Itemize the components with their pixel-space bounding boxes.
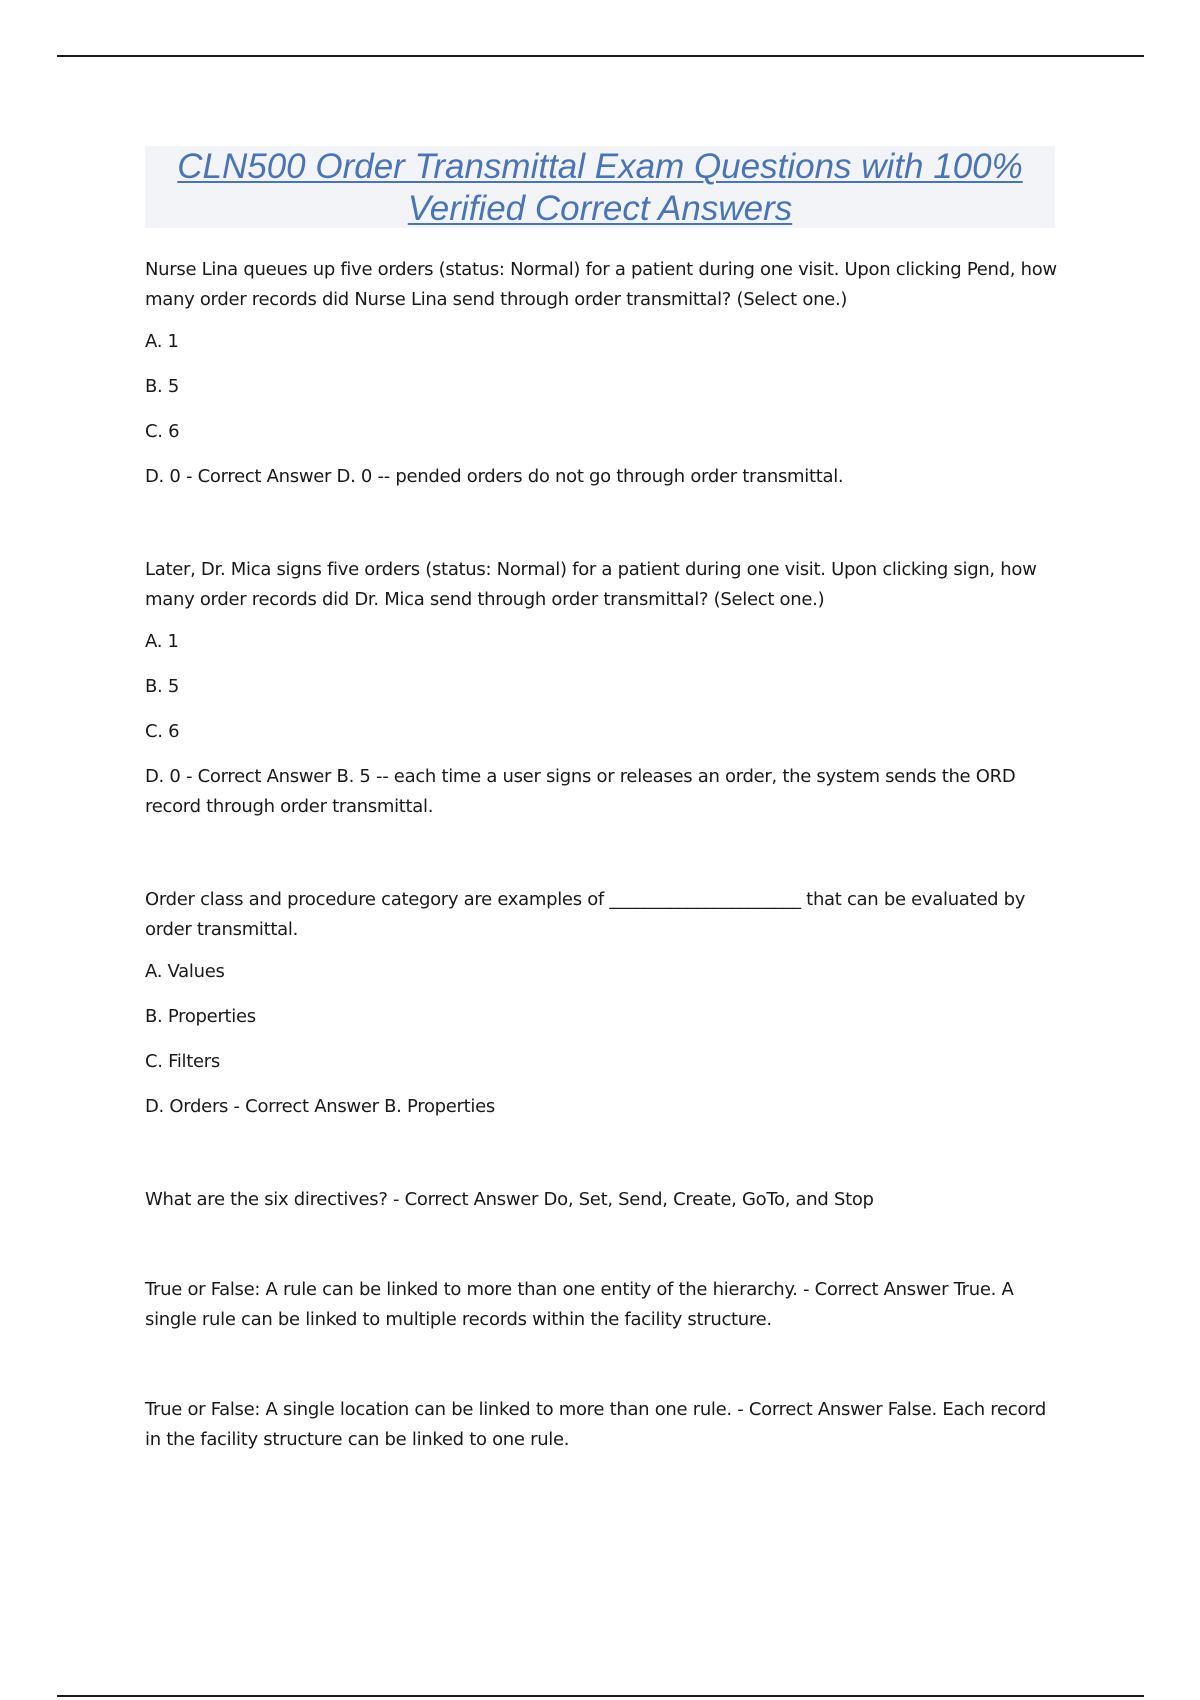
question-text: True or False: A rule can be linked to more than one entity of the hierarchy. - Correct Answer True. A single rule can be linked to multiple records within the facility structure.	[145, 1279, 1014, 1330]
question-5	[145, 1275, 1065, 1335]
question-3	[145, 885, 1065, 1122]
option-a: A. 1	[145, 331, 179, 352]
option-b: B. 5	[145, 376, 180, 397]
bottom-divider	[57, 1695, 1144, 1697]
question-text: Later, Dr. Mica signs five orders (status: Normal) for a patient during one visit. Upon clicking sign, how many order records did Dr. Mica send through order transmittal? (Select one.)	[145, 559, 1037, 610]
option-b: B. 5	[145, 676, 180, 697]
option-c: C. Filters	[145, 1051, 220, 1072]
document-title[interactable]: CLN500 Order Transmittal Exam Questions with 100% Verified Correct Answers	[177, 147, 1023, 228]
spacer	[145, 1347, 1065, 1395]
option-c: C. 6	[145, 421, 180, 442]
question-1	[145, 255, 1065, 492]
spacer	[145, 507, 1065, 555]
question-text: What are the six directives? - Correct Answer Do, Set, Send, Create, GoTo, and Stop	[145, 1189, 874, 1210]
question-text: True or False: A single location can be linked to more than one rule. - Correct Answer False. Each record in the facility structure can be linked to one rule.	[145, 1399, 1046, 1450]
question-text: Nurse Lina queues up five orders (status: Normal) for a patient during one visit. Upon clicking Pend, how many order records did Nurse Lina send through order transmittal? (Select one.)	[145, 259, 1057, 310]
spacer	[145, 1227, 1065, 1275]
option-d-answer: D. 0 - Correct Answer D. 0 -- pended orders do not go through order transmittal.	[145, 466, 844, 487]
question-2	[145, 555, 1065, 822]
question-4	[145, 1185, 1065, 1215]
question-text: Order class and procedure category are examples of ______________________ that can be evaluated by order transmittal.	[145, 889, 1026, 940]
option-a: A. 1	[145, 631, 179, 652]
top-divider	[57, 55, 1144, 57]
option-b: B. Properties	[145, 1006, 256, 1027]
option-d-answer: D. Orders - Correct Answer B. Properties	[145, 1096, 495, 1117]
option-d-answer: D. 0 - Correct Answer B. 5 -- each time a user signs or releases an order, the system sends the ORD record through order transmittal.	[145, 766, 1016, 817]
option-c: C. 6	[145, 721, 180, 742]
title-box	[145, 146, 1055, 228]
question-6	[145, 1395, 1065, 1455]
document-body	[145, 255, 1065, 1467]
option-a: A. Values	[145, 961, 225, 982]
spacer	[145, 1137, 1065, 1185]
spacer	[145, 837, 1065, 885]
